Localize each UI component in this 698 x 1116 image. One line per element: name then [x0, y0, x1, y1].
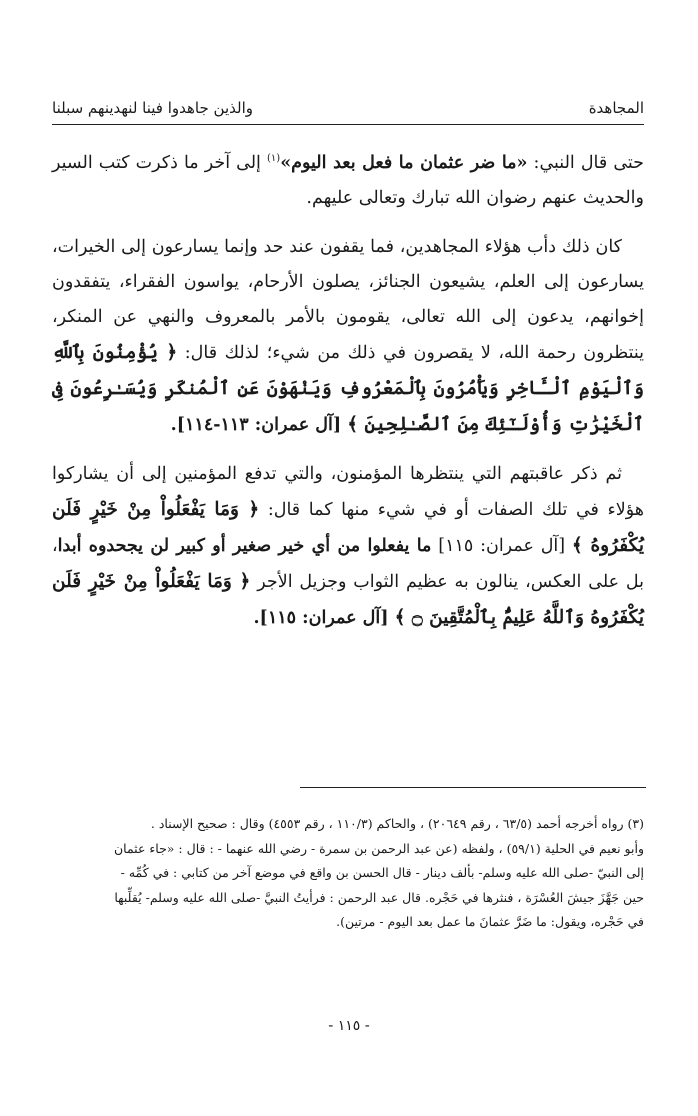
p1-text-before: حتى قال النبي:	[527, 153, 645, 173]
verse-reference-2: [آل عمران: ١١٥]	[431, 536, 572, 556]
main-text	[52, 146, 644, 650]
page-number: - ١١٥ -	[328, 1018, 370, 1034]
footnote-line: (٣) رواه أخرجه أحمد (٦٣/٥ ، رقم ٢٠٦٤٩) ، والحاكم (١١٠/٣ ، رقم ٤٥٥٣) وقال : صحيح الإسناد .	[150, 816, 644, 831]
p1-text-after: إلى آخر ما ذكرت كتب السير والحديث عنهم رضوان الله تبارك وتعالى عليهم.	[52, 153, 644, 208]
footnote-line: في حَجْره، ويقول: ما ضَرَّ عثمانَ ما عمل بعد اليوم - مرتين).	[336, 914, 644, 929]
verse-reference-3: [آل عمران: ١١٥].	[253, 608, 395, 628]
hadith-quote: «ما ضر عثمان ما فعل بعد اليوم»	[280, 153, 528, 173]
footnote-separator	[300, 787, 646, 788]
paragraph-1	[52, 146, 644, 216]
quran-verse-2: ﴿ وَمَا يَفْعَلُواْ مِنْ خَيْرٍ فَلَن يُكْفَرُوهُ ﴾	[52, 499, 645, 556]
running-header	[52, 96, 644, 120]
p3-text: ثم ذكر عاقبتهم التي ينتظرها المؤمنون، والتي تدفع المؤمنين إلى أن يشاركوا هؤلاء في تلك الصفات أو في شيء منها كما قال:	[52, 464, 644, 520]
header-chapter-title: المجاهدة	[588, 99, 644, 117]
quran-verse-1: ﴿ يُؤْمِنُونَ بِٱللَّهِ وَٱلْيَوْمِ ٱلْـَٔاخِرِ وَيَأْمُرُونَ بِٱلْمَعْرُوفِ وَيَنْهَوْنَ عَنِ ٱلْمُنكَرِ وَيُسَـٰرِعُونَ فِى ٱلْخَيْرَٰتِ وَأُوْلَـٰٓئِكَ مِنَ ٱلصَّـٰلِحِينَ ﴾	[52, 342, 644, 435]
footnote-line: حين جَهَّزَ جيشَ العُسْرَة ، فنثرها في حَجْره. قال عبد الرحمن : فرأيتُ النبيَّ -صلى الله عليه وسلم- يُقلِّبها	[114, 889, 644, 905]
p2-text: كان ذلك دأب هؤلاء المجاهدين، فما يقفون عند حد وإنما يسارعون إلى الخيرات، يسارعون إلى العلم، يشيعون الجنائز، يصلون الأرحام، يواسون الفقراء، يتفقدون إخوانهم، يدعون إلى الله تعالى، يقومون بالأمر بالمعروف والنهي عن المنكر، ينتظرون رحمة الله، لا يقصرون في ذلك من شيء؛ لذلك قال:	[52, 237, 644, 363]
bold-explanation: ما يفعلوا من أي خير صغير أو كبير لن يجحدوه أبدا	[57, 536, 432, 556]
footnote-line: إلى النبيّ -صلى الله عليه وسلم- بألف دينار - قال الحسن بن واقع في موضع آخر من كتابي : في كُمِّه -	[120, 865, 644, 880]
quran-verse-3: ﴿ وَمَا يَفْعَلُواْ مِنْ خَيْرٍ فَلَن يُكْفَرُوهُ وَٱللَّهُ عَلِيمٌۢ بِٱلْمُتَّقِينَ ۝ ﴾	[52, 571, 644, 628]
p3-text-2: ، بل على العكس، ينالون به عظيم الثواب وجزيل الأجر	[52, 536, 645, 592]
footnote-marker: (١)	[267, 153, 281, 165]
header-book-title: والذين جاهدوا فينا لنهدينهم سبلنا	[52, 99, 253, 117]
footnotes	[52, 812, 644, 935]
paragraph-3	[52, 457, 644, 636]
footnote-line: وأبو نعيم في الحلية (٥٩/١) ، ولفظه (عن عبد الرحمن بن سمرة - رضي الله عنهما - : قال : «جاء عثمان	[113, 840, 644, 856]
verse-reference-1: [آل عمران: ١١٣-١١٤].	[170, 415, 348, 435]
header-rule	[52, 124, 644, 125]
paragraph-2	[52, 230, 644, 443]
